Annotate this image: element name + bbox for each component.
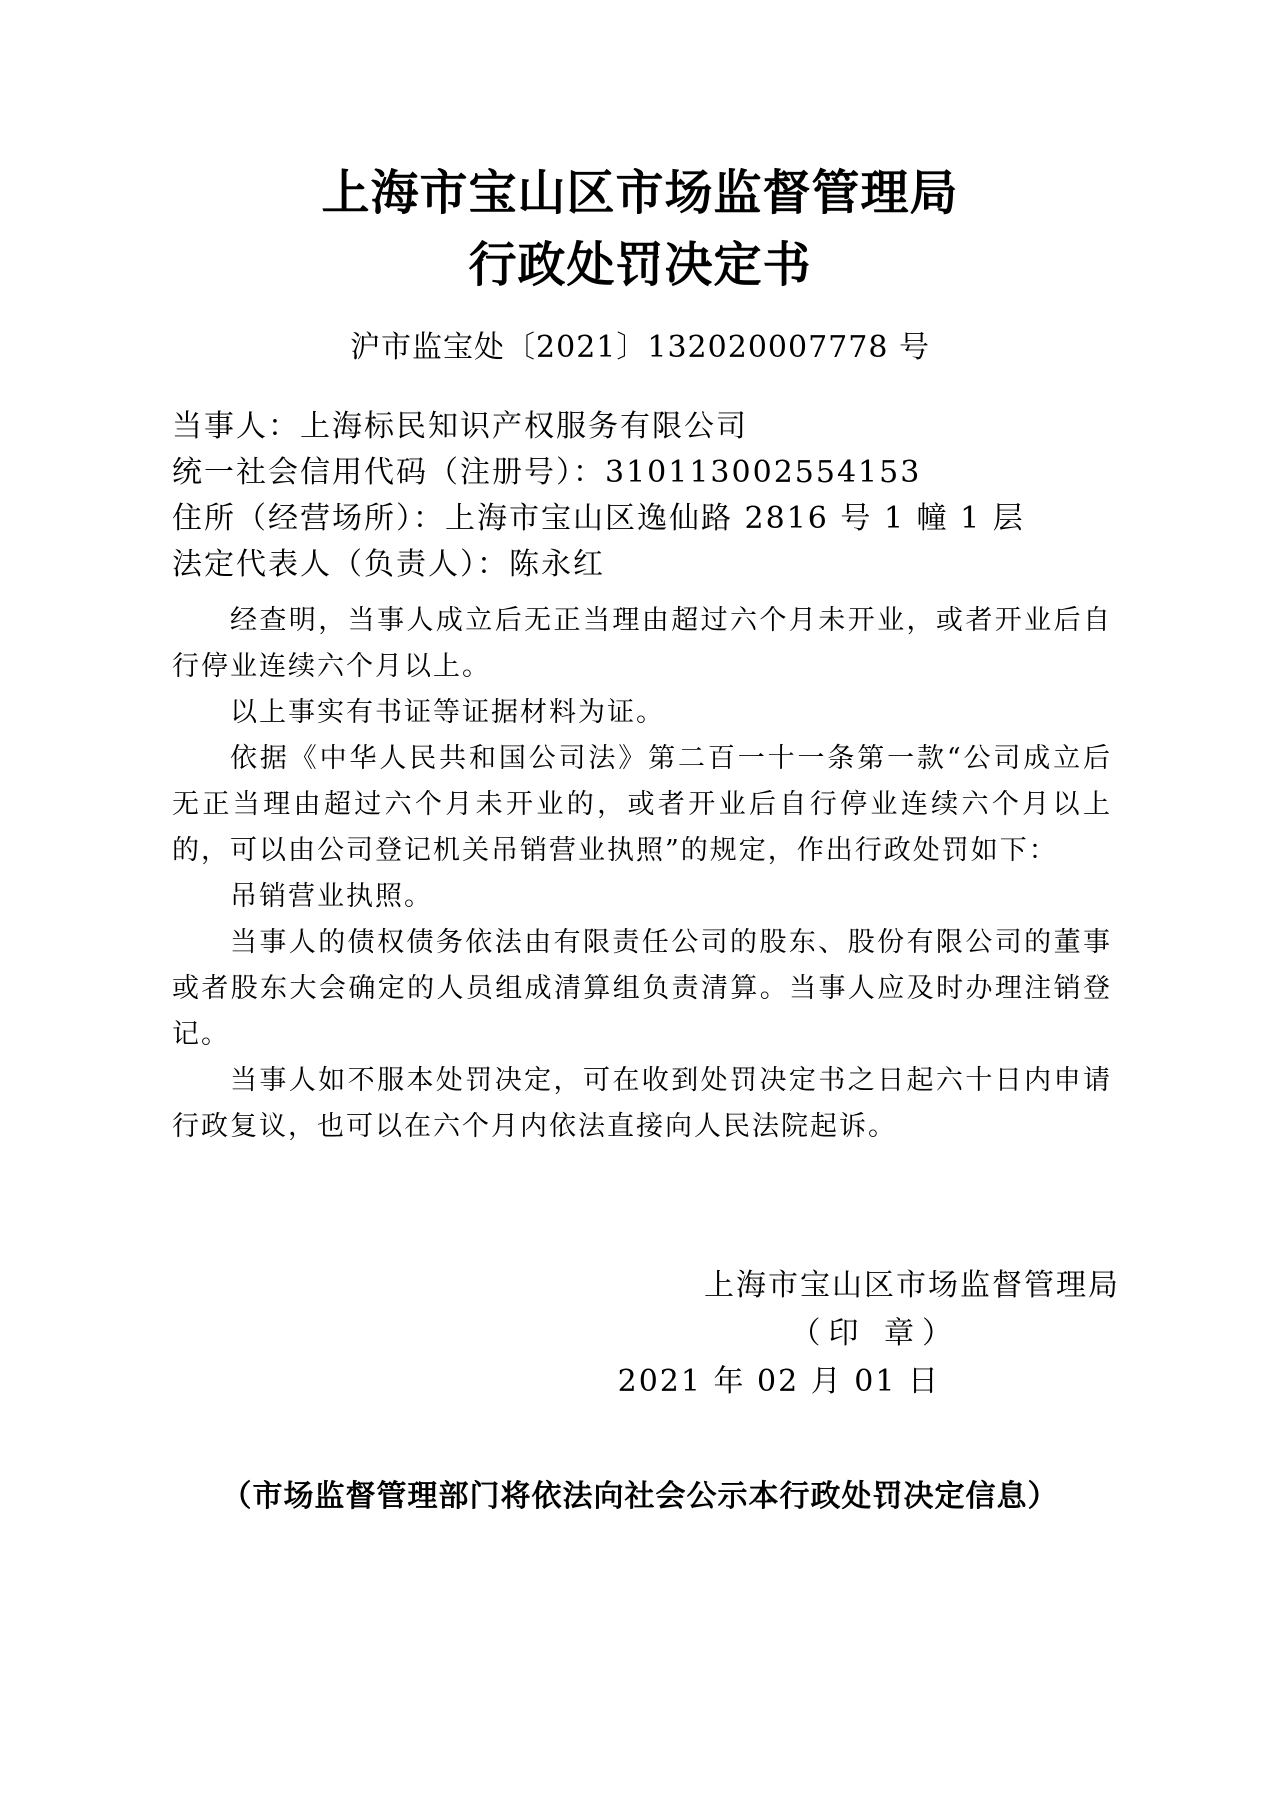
- footer-note: （市场监督管理部门将依法向社会公示本行政处罚决定信息）: [221, 1479, 1059, 1514]
- party-name: 当事人：上海标民知识产权服务有限公司: [172, 409, 748, 444]
- document-title-line1: 上海市宝山区市场监督管理局: [321, 165, 959, 221]
- document-number: 沪市监宝处〔2021〕132020007778 号: [350, 330, 930, 365]
- signature-org: 上海市宝山区市场监督管理局: [704, 1268, 1120, 1303]
- body-paragraph-evidence: 以上事实有书证等证据材料为证。: [230, 697, 665, 728]
- body-paragraph-appeal: 当事人如不服本处罚决定，可在收到处罚决定书之日起六十日内申请行政复议，也可以在六个月内依法直接向人民法院起诉。: [172, 1065, 1112, 1142]
- decision-body: [172, 598, 1112, 1150]
- body-paragraph-liquidation: 当事人的债权债务依法由有限责任公司的股东、股份有限公司的董事或者股东大会确定的人员组成清算组负责清算。当事人应及时办理注销登记。: [172, 927, 1112, 1050]
- party-info: [172, 404, 1122, 588]
- signature-date: 2021 年 02 月 01 日: [617, 1364, 940, 1399]
- party-address: 住所（经营场所）：上海市宝山区逸仙路 2816 号 1 幢 1 层: [172, 501, 1025, 536]
- signature-block: [600, 1262, 1120, 1406]
- body-paragraph-legal-basis: 依据《中华人民共和国公司法》第二百一十一条第一款“公司成立后无正当理由超过六个月未开业的，或者开业后自行停业连续六个月以上的，可以由公司登记机关吊销营业执照”的规定，作出行政处罚如下：: [172, 743, 1112, 866]
- signature-seal: （印 章）: [790, 1316, 960, 1351]
- body-paragraph-penalty: 吊销营业执照。: [230, 881, 433, 912]
- document-title-line2: 行政处罚决定书: [468, 237, 812, 293]
- party-legal-rep: 法定代表人（负责人）：陈永红: [172, 547, 605, 582]
- body-paragraph-findings: 经查明，当事人成立后无正当理由超过六个月未开业，或者开业后自行停业连续六个月以上。: [172, 605, 1112, 682]
- party-credit-code: 统一社会信用代码（注册号）：310113002554153: [172, 455, 922, 490]
